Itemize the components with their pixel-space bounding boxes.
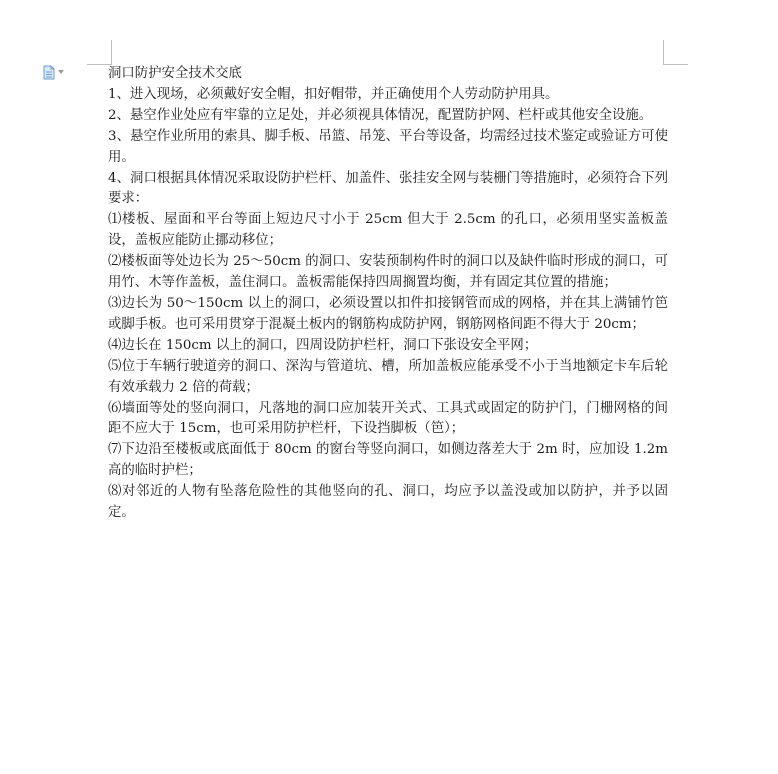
- paragraph: ⑶边长为 50～150cm 以上的洞口，必须设置以扣件扣接钢管而成的网格，并在其上满铺竹笆或脚手板。也可采用贯穿于混凝土板内的钢筋构成防护网，钢筋网格间距不得大于 20cm；: [108, 295, 668, 332]
- paragraph: ⑸位于车辆行驶道旁的洞口、深沟与管道坑、槽，所加盖板应能承受不小于当地额定卡车后轮有效承载力 2 倍的荷载；: [108, 358, 668, 395]
- document-icon: [43, 65, 55, 80]
- document-title: 洞口防护安全技术交底: [108, 66, 242, 81]
- paragraph: 1、进入现场，必须戴好安全帽，扣好帽带，并正确使用个人劳动防护用具。: [108, 86, 559, 102]
- page-corner-top-left: [87, 40, 112, 65]
- paragraph: 4、洞口根据具体情况采取设防护栏杆、加盖件、张挂安全网与装栅门等措施时，必须符合下列要求：: [108, 170, 668, 207]
- document-menu-button[interactable]: [43, 64, 71, 80]
- paragraph: 3、悬空作业所用的索具、脚手板、吊篮、吊笼、平台等设备，均需经过技术鉴定或验证方可使用。: [108, 128, 668, 165]
- document-body[interactable]: [108, 64, 668, 524]
- paragraph: ⑵楼板面等处边长为 25～50cm 的洞口、安装预制构件时的洞口以及缺件临时形成的洞口，可用竹、木等作盖板，盖住洞口。盖板需能保持四周搁置均衡，并有固定其位置的措施；: [108, 254, 668, 291]
- paragraph: ⑻对邻近的人物有坠落危险性的其他竖向的孔、洞口，均应予以盖没或加以防护，并予以固定。: [108, 484, 668, 521]
- paragraph: ⑴楼板、屋面和平台等面上短边尺寸小于 25cm 但大于 2.5cm 的孔口，必须用坚实盖板盖设，盖板应能防止挪动移位；: [108, 212, 668, 249]
- chevron-down-icon: [58, 70, 64, 74]
- paragraph: ⑹墙面等处的竖向洞口，凡落地的洞口应加装开关式、工具式或固定的防护门，门栅网格的间距不应大于 15cm，也可采用防护栏杆，下设挡脚板（笆）；: [108, 400, 668, 437]
- paragraph: ⑷边长在 150cm 以上的洞口，四周设防护栏杆，洞口下张设安全平网；: [108, 337, 538, 353]
- page-corner-top-right: [663, 40, 688, 65]
- paragraph: 2、悬空作业处应有牢靠的立足处，并必须视具体情况，配置防护网、栏杆或其他安全设施。: [108, 107, 653, 123]
- paragraph: ⑺下边沿至楼板或底面低于 80cm 的窗台等竖向洞口，如侧边落差大于 2m 时，应加设 1.2m 高的临时护栏；: [108, 442, 668, 479]
